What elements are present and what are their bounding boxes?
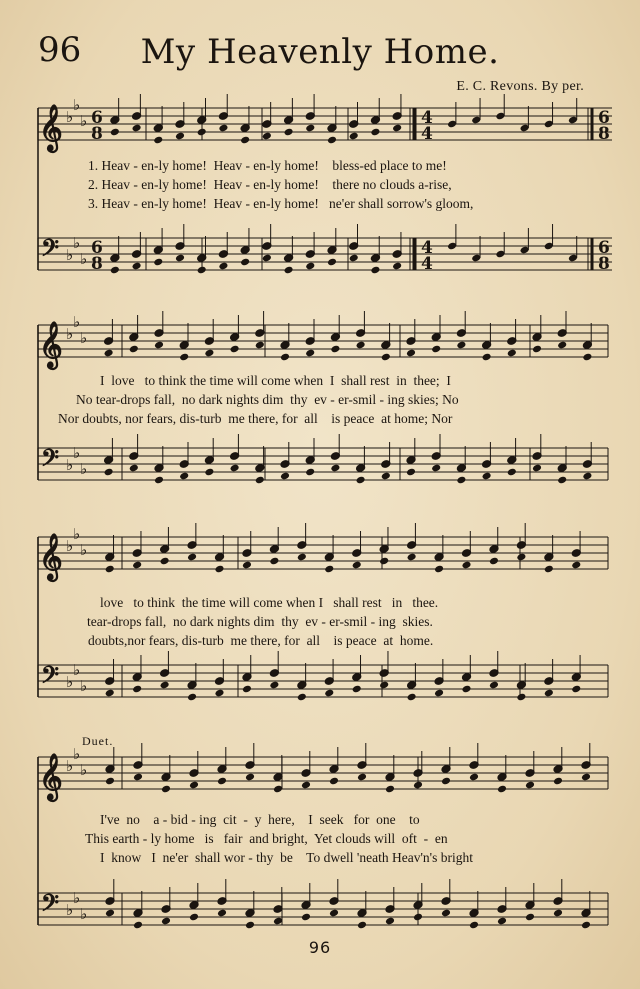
note-head [385, 785, 395, 794]
note-head [407, 553, 417, 562]
note-head [110, 128, 120, 137]
treble-clef-icon: 𝄞 [39, 322, 63, 368]
note-head [357, 773, 367, 782]
note-head [356, 341, 366, 350]
note-head [230, 464, 240, 473]
note-head [153, 258, 163, 267]
note-head [105, 565, 115, 574]
note-head [105, 689, 115, 698]
note-head [330, 464, 340, 473]
note-head [441, 777, 451, 786]
note-head [245, 773, 255, 782]
note-head [305, 124, 315, 133]
flat-icon: ♭ [80, 541, 88, 559]
note-head [456, 341, 466, 350]
note-head [197, 266, 207, 275]
flat-icon: ♭ [66, 246, 74, 264]
time-signature-top: 6 [598, 108, 610, 128]
note-head [482, 472, 492, 481]
time-signature-bottom: 4 [421, 124, 433, 144]
lyric-line: I love to think the time will come when I shall rest in thee; I [100, 373, 451, 388]
lyric-line: This earth - ly home is fair and bright, Yet clouds will oft - en [85, 831, 448, 846]
note-head [352, 685, 362, 694]
note-head [324, 689, 334, 698]
note-head [105, 909, 115, 918]
note-head [461, 685, 471, 694]
note-head [133, 921, 143, 930]
time-signature-bottom: 8 [598, 124, 610, 144]
flat-icon: ♭ [66, 901, 74, 919]
note-head [507, 468, 517, 477]
hymn-title: My Heavenly Home. [140, 32, 500, 72]
lyric-line: tear-drops fall, no dark nights dim thy ev - er-smil - ing skies. [87, 614, 433, 629]
note-head [280, 353, 290, 362]
time-signature-bottom: 8 [91, 124, 103, 144]
note-head [532, 345, 542, 354]
page-number: 96 [308, 938, 332, 957]
note-head [352, 561, 362, 570]
note-head [582, 472, 592, 481]
flat-icon: ♭ [80, 329, 88, 347]
time-signature-bottom: 8 [598, 254, 610, 274]
note-head [284, 128, 294, 137]
flat-icon: ♭ [73, 234, 81, 252]
flat-icon: ♭ [80, 761, 88, 779]
note-head [381, 472, 391, 481]
flat-icon: ♭ [73, 96, 81, 114]
note-head [329, 777, 339, 786]
flat-icon: ♭ [73, 313, 81, 331]
note-head [262, 132, 272, 141]
note-head [305, 262, 315, 271]
time-signature-top: 6 [91, 238, 103, 258]
note-head [305, 349, 315, 358]
note-head [406, 349, 416, 358]
lyric-line: No tear-drops fall, no dark nights dim thy ev - er-smil - ing skies; No [76, 392, 459, 407]
note-head [110, 266, 120, 275]
lyric-line: 1. Heav - en-ly home! Heav - en-ly home! bless-ed place to me! [88, 158, 447, 173]
time-signature-bottom: 4 [421, 254, 433, 274]
note-head [571, 685, 581, 694]
note-head [469, 773, 479, 782]
lyric-line: Nor doubts, nor fears, dis-turb me there, for all is peace at home; Nor [58, 411, 453, 426]
note-head [581, 773, 591, 782]
note-head [214, 565, 224, 574]
note-head [557, 476, 567, 485]
note-head [240, 258, 250, 267]
flat-icon: ♭ [66, 673, 74, 691]
note-head [301, 781, 311, 790]
note-head [175, 254, 185, 263]
note-head [507, 349, 517, 358]
note-head [327, 136, 337, 145]
time-signature-top: 4 [421, 238, 433, 258]
note-head [370, 266, 380, 275]
treble-clef-icon: 𝄞 [39, 105, 63, 151]
time-signature-top: 6 [91, 108, 103, 128]
note-head [330, 345, 340, 354]
note-head [160, 557, 170, 566]
note-head [456, 476, 466, 485]
note-head [431, 464, 441, 473]
note-head [525, 913, 535, 922]
note-head [497, 917, 507, 926]
note-head [327, 258, 337, 267]
flat-icon: ♭ [73, 661, 81, 679]
note-head [532, 464, 542, 473]
note-head [153, 136, 163, 145]
note-head [469, 921, 479, 930]
note-head [434, 565, 444, 574]
note-head [379, 681, 389, 690]
flat-icon: ♭ [80, 460, 88, 478]
note-head [269, 681, 279, 690]
note-head [218, 124, 228, 133]
note-head [301, 913, 311, 922]
note-head [217, 909, 227, 918]
note-head [179, 353, 189, 362]
note-head [557, 341, 567, 350]
flat-icon: ♭ [73, 889, 81, 907]
note-head [204, 468, 214, 477]
note-head [132, 561, 142, 570]
hymn-number: 96 [38, 30, 82, 70]
note-head [129, 464, 139, 473]
note-head [571, 561, 581, 570]
time-signature-top: 6 [598, 238, 610, 258]
flat-icon: ♭ [66, 325, 74, 343]
note-head [262, 254, 272, 263]
lyric-line: 3. Heav - en-ly home! Heav - en-ly home! ne'er shall sorrow's gloom, [88, 196, 474, 211]
note-head [133, 773, 143, 782]
note-head [161, 917, 171, 926]
bass-clef-icon: 𝄢 [41, 661, 60, 694]
note-head [204, 349, 214, 358]
note-head [324, 565, 334, 574]
flat-icon: ♭ [80, 250, 88, 268]
treble-clef-icon: 𝄞 [39, 534, 63, 580]
note-head [280, 472, 290, 481]
note-head [187, 553, 197, 562]
note-head [179, 472, 189, 481]
flat-icon: ♭ [66, 456, 74, 474]
lyric-line: love to think the time will come when I shall rest in thee. [100, 595, 439, 610]
note-head [132, 124, 142, 133]
note-head [434, 689, 444, 698]
note-head [255, 476, 265, 485]
note-head [489, 557, 499, 566]
note-head [132, 685, 142, 694]
composer-credit: E. C. Revons. By per. [456, 79, 584, 94]
note-head [385, 917, 395, 926]
flat-icon: ♭ [73, 444, 81, 462]
time-signature-bottom: 8 [91, 254, 103, 274]
lyric-line: 2. Heav - en-ly home! Heav - en-ly home! there no clouds a-rise, [88, 177, 452, 192]
note-head [497, 785, 507, 794]
lyric-line: I know I ne'er shall wor - thy be To dwell 'neath Heav'n's bright [100, 850, 473, 865]
note-head [104, 468, 114, 477]
note-head [482, 353, 492, 362]
note-head [230, 345, 240, 354]
note-head [129, 345, 139, 354]
time-signature-top: 4 [421, 108, 433, 128]
note-head [581, 921, 591, 930]
treble-clef-icon: 𝄞 [39, 754, 63, 800]
lyric-line: doubts,nor fears, dis-turb me there, for all is peace at home. [88, 633, 434, 648]
note-head [349, 254, 359, 263]
note-head [406, 468, 416, 477]
bass-clef-icon: 𝄢 [41, 234, 60, 267]
note-head [214, 689, 224, 698]
note-head [525, 781, 535, 790]
note-head [104, 349, 114, 358]
note-head [242, 685, 252, 694]
note-head [329, 909, 339, 918]
note-head [132, 262, 142, 271]
note-head [242, 561, 252, 570]
note-head [349, 132, 359, 141]
note-head [217, 777, 227, 786]
note-head [197, 128, 207, 137]
note-head [516, 693, 526, 702]
flat-icon: ♭ [73, 525, 81, 543]
note-head [187, 693, 197, 702]
flat-icon: ♭ [80, 112, 88, 130]
flat-icon: ♭ [66, 757, 74, 775]
note-head [553, 909, 563, 918]
note-head [218, 262, 228, 271]
note-head [297, 693, 307, 702]
note-head [392, 124, 402, 133]
note-head [105, 777, 115, 786]
note-head [489, 681, 499, 690]
note-head [175, 132, 185, 141]
note-head [189, 913, 199, 922]
note-head [379, 557, 389, 566]
note-head [284, 266, 294, 275]
note-head [356, 476, 366, 485]
note-head [189, 781, 199, 790]
note-head [413, 781, 423, 790]
flat-icon: ♭ [80, 905, 88, 923]
note-head [441, 909, 451, 918]
bass-clef-icon: 𝄢 [41, 444, 60, 477]
note-head [582, 353, 592, 362]
note-head [431, 345, 441, 354]
section-label: Duet. [82, 734, 114, 748]
note-head [255, 341, 265, 350]
note-head [407, 693, 417, 702]
note-head [553, 777, 563, 786]
note-head [154, 341, 164, 350]
note-head [392, 262, 402, 271]
note-head [461, 561, 471, 570]
note-head [544, 689, 554, 698]
note-head [305, 468, 315, 477]
lyric-line: I've no a - bid - ing cit - y here, I seek for one to [100, 812, 420, 827]
bass-clef-icon: 𝄢 [41, 889, 60, 922]
note-head [160, 681, 170, 690]
note-head [240, 136, 250, 145]
note-head [245, 921, 255, 930]
note-head [154, 476, 164, 485]
note-head [370, 128, 380, 137]
note-head [357, 921, 367, 930]
flat-icon: ♭ [80, 677, 88, 695]
note-head [544, 565, 554, 574]
note-head [269, 557, 279, 566]
note-head [297, 553, 307, 562]
note-head [381, 353, 391, 362]
note-head [161, 785, 171, 794]
flat-icon: ♭ [66, 108, 74, 126]
flat-icon: ♭ [66, 537, 74, 555]
note-head [516, 553, 526, 562]
flat-icon: ♭ [73, 745, 81, 763]
note-head [413, 913, 423, 922]
